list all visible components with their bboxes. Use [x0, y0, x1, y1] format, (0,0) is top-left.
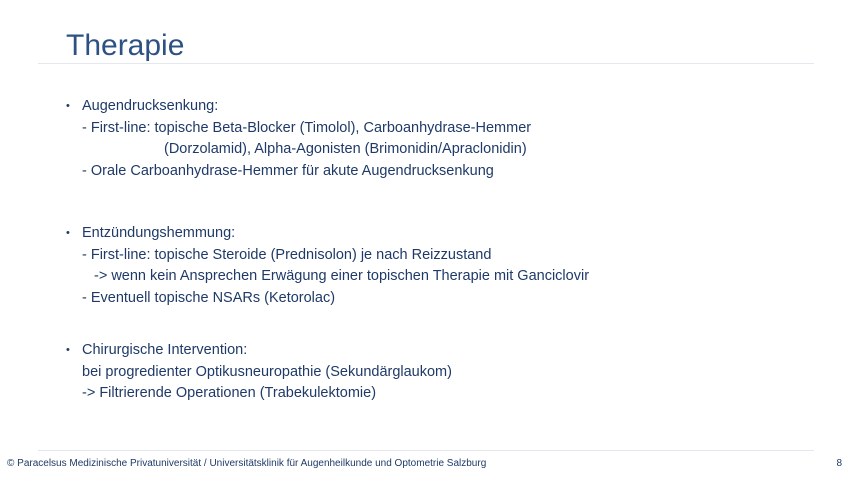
footer-text: © Paracelsus Medizinische Privatuniversität / Universitätsklinik für Augenheilkunde und Optometrie Salzburg [7, 458, 487, 469]
bullet-dot: • [66, 227, 70, 239]
bullet-augendrucksenkung [66, 96, 531, 182]
bullet-entzuendungshemmung [66, 223, 589, 309]
bullet-heading: Augendrucksenkung: [82, 98, 219, 114]
page-number: 8 [836, 458, 842, 469]
bullet-line: (Dorzolamid), Alpha-Agonisten (Brimonidin/Apraclonidin) [164, 141, 527, 157]
bullet-heading: Chirurgische Intervention: [82, 342, 248, 358]
bullet-line: -> Filtrierende Operationen (Trabekulektomie) [82, 385, 377, 401]
bullet-chirurgische-intervention [66, 340, 452, 405]
bullet-line: - Eventuell topische NSARs (Ketorolac) [82, 289, 336, 306]
footer-divider [38, 450, 814, 451]
bullet-line: - Orale Carboanhydrase-Hemmer für akute Augendrucksenkung [82, 162, 494, 179]
bullet-line: - First-line: topische Beta-Blocker (Timolol), Carboanhydrase-Hemmer [82, 119, 532, 136]
bullet-line: - First-line: topische Steroide (Prednisolon) je nach Reizzustand [82, 246, 492, 263]
slide-title: Therapie [66, 29, 185, 62]
bullet-line: -> wenn kein Ansprechen Erwägung einer topischen Therapie mit Ganciclovir [94, 268, 590, 284]
bullet-heading: Entzündungshemmung: [82, 225, 236, 241]
bullet-line: bei progredienter Optikusneuropathie (Sekundärglaukom) [82, 363, 452, 380]
bullet-dot: • [66, 344, 70, 356]
title-divider [38, 63, 814, 64]
bullet-dot: • [66, 100, 70, 112]
